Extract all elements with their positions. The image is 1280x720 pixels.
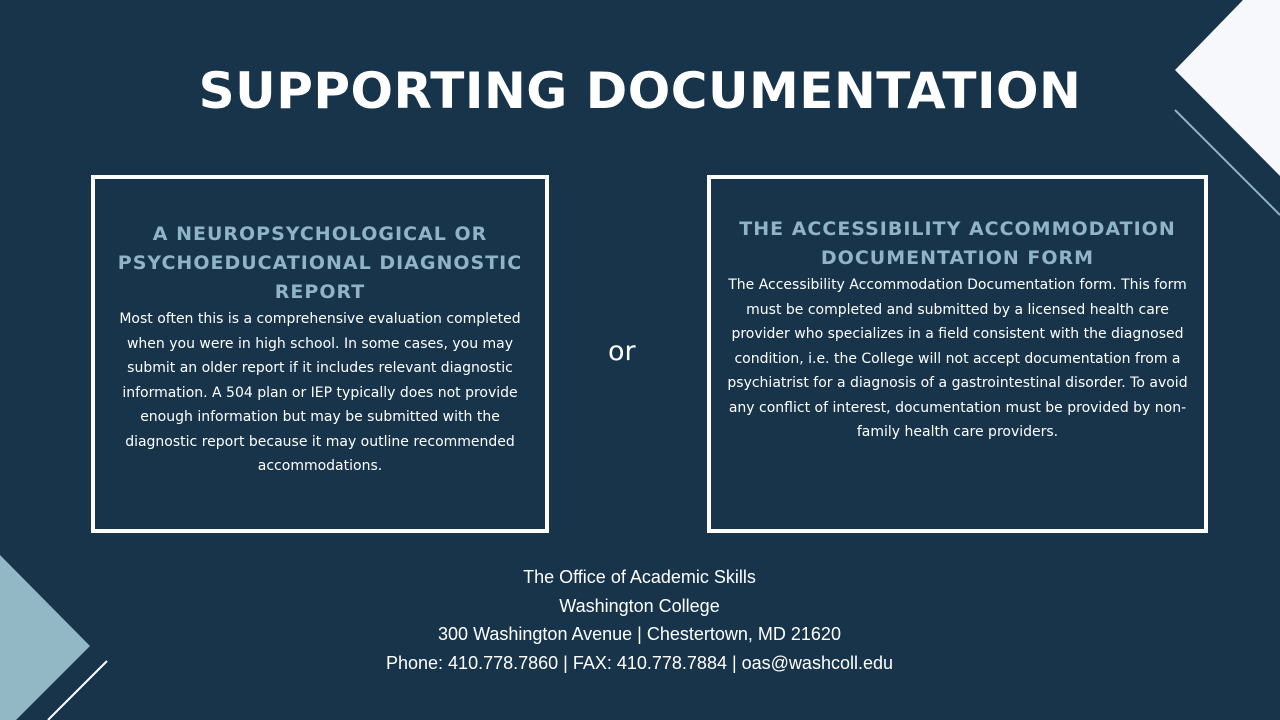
option-body: Most often this is a comprehensive evaluation completed when you were in high school. In some cases, you may submit an older report if it includes relevant diagnostic information. A 504 plan or IEP typically does not provide enough information but may be submitted with the diagnostic report because it may outline recommended accommodations. bbox=[119, 311, 521, 474]
option-box-diagnostic-report bbox=[91, 175, 549, 533]
slide-title: SUPPORTING DOCUMENTATION bbox=[198, 62, 1082, 120]
option-heading: THE ACCESSIBILITY ACCOMMODATION DOCUMENTATION FORM bbox=[739, 218, 1176, 269]
office-name: The Office of Academic Skills bbox=[523, 567, 756, 587]
college-name: Washington College bbox=[559, 595, 720, 616]
option-body: The Accessibility Accommodation Documentation form. This form must be completed and submitted by a licensed health care provider who specializes in a field consistent with the diagnosed condition, i.e. the College will not accept documentation from a psychiatrist for a diagnosis of a gastrointestinal disorder. To avoid any conflict of interest, documentation must be provided by non-family health care providers. bbox=[727, 277, 1188, 440]
address: 300 Washington Avenue | Chestertown, MD 21620 bbox=[438, 624, 841, 644]
option-heading: A NEUROPSYCHOLOGICAL OR PSYCHOEDUCATIONAL DIAGNOSTIC REPORT bbox=[117, 223, 523, 303]
option-box-documentation-form bbox=[707, 175, 1208, 533]
contact-info: Phone: 410.778.7860 | FAX: 410.778.7884 | oas@washcoll.edu bbox=[386, 652, 893, 673]
separator-or: or bbox=[608, 336, 636, 367]
contact-footer bbox=[0, 563, 1280, 677]
